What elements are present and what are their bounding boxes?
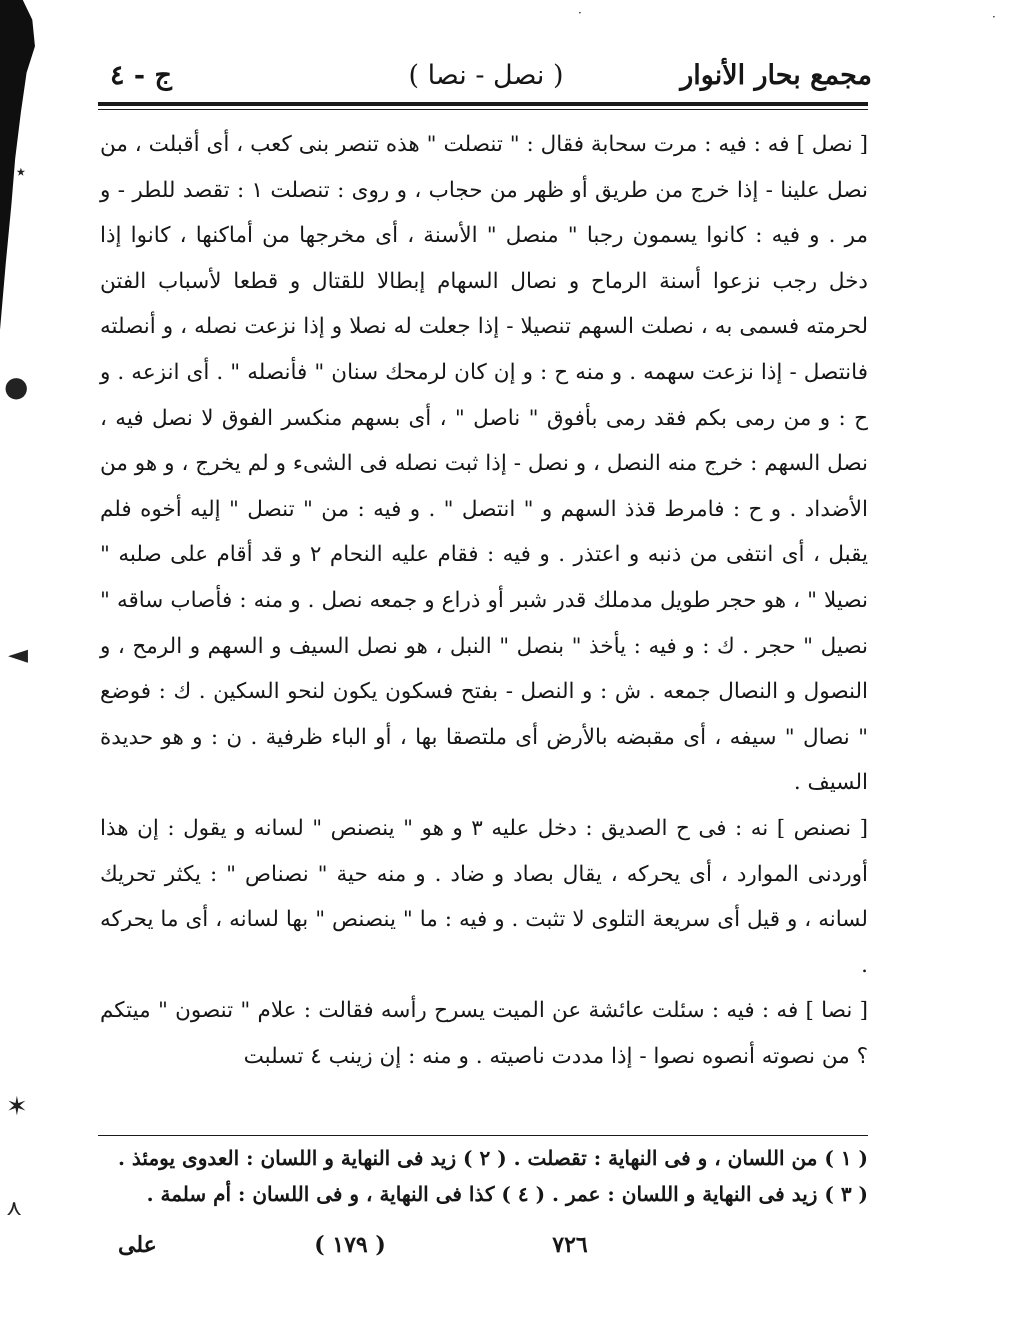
margin-mark: ⋆ <box>14 160 28 185</box>
margin-mark: · <box>578 6 582 20</box>
margin-mark: ⋏ <box>6 1196 23 1221</box>
footnote-line: ( ١ ) من اللسان ، و فى النهاية : تقصلت . ( ٢ ) زيد فى النهاية و اللسان : العدوى يومئذ . <box>118 1146 868 1170</box>
page-number: ٧٢٦ <box>552 1232 588 1258</box>
book-title: مجمع بحار الأنوار <box>680 60 872 91</box>
margin-mark: ● <box>4 370 29 403</box>
footnotes <box>100 1140 868 1212</box>
catchword: على <box>118 1232 157 1258</box>
margin-mark: ✶ <box>6 1092 28 1122</box>
footnote-line: ( ٣ ) زيد فى النهاية و اللسان : عمر . ( ٤ ) كذا فى النهاية ، و فى اللسان : أم سلمة . <box>146 1182 868 1206</box>
margin-mark: ◄ <box>8 640 28 670</box>
main-text <box>100 122 868 1079</box>
header-rule <box>98 102 868 106</box>
volume-number: ج - ٤ <box>110 60 172 91</box>
entry-nasnas: [ نصنص ] نه : فى ح الصديق : دخل عليه ٣ و هو " ينصنص " لسانه و يقول : إن هذا أوردنى الموارد ، أى يحركه ، يقال بصاد و ضاد . و منه حية " نصناص " : يكثر تحريك لسانه ، و قيل أى سريعة التلوى لا تثبت . و فيه : ما " ينصنص " بها لسانه ، أى ما يحركه . <box>100 815 868 978</box>
entry-nasl: [ نصل ] فه : فيه : مرت سحابة فقال : " تنصلت " هذه تنصر بنى كعب ، أى أقبلت ، من نصل علينا - إذا خرج من طريق أو ظهر من حجاب ، و روى : تنصلت ١ : تقصد للطر - و مر . و فيه : كانوا يسمون رجبا " منصل " الأسنة ، أى مخرجها من أماكنها ، كانوا إذا دخل رجب نزعوا أسنة الرماح و نصال السهام إبطالا للقتال و قطعا لأسباب الفتن لحرمته فسمى به ، نصلت السهم تنصيلا - إذا جعلت له نصلا و إذا نزعت نصله ، و أنصلته فانتصل - إذا نزعت سهمه . و منه ح : و إن كان لرمحك سنان " فأنصله " . أى انزعه . و ح : و من رمى بكم فقد رمى بأفوق " ناصل " ، أى بسهم منكسر الفوق لا نصل فيه ، نصل السهم : خرج منه النصل ، و نصل - إذا ثبت نصله فى الشىء و لم يخرج ، و هو من الأضداد . و ح : فامرط قذذ السهم و " انتصل " . و فيه : من " تنصل " إليه أخوه فلم يقبل ، أى انتفى من ذنبه و اعتذر . و فيه : فقام عليه النحام ٢ و قد أقام على صلبه " نصيلا " ، هو حجر طويل مدملك قدر شبر أو ذراع و جمعه نصل . و منه : فأصاب ساقه " نصيل " حجر . ك : و فيه : يأخذ " بنصل " النبل ، هو نصل السيف و السهم و الرمح ، و النصول و النصال جمعه . ش : و النصل - بفتح فسكون يكون لنحو السكين . ك : فوضع " نصال " سيفه ، أى مقبضه بالأرض أى ملتصقا بها ، أو الباء ظرفية . ن : و هو حديدة السيف . <box>100 132 868 796</box>
margin-mark: · <box>992 10 996 24</box>
running-header <box>100 56 872 100</box>
signature-mark: ( ١٧٩ ) <box>314 1232 386 1258</box>
footnote-rule <box>98 1135 868 1136</box>
entry-range: ( نصل - نصا ) <box>408 60 564 91</box>
entry-nasa: [ نصا ] فه : فيه : سئلت عائشة عن الميت يسرح رأسه فقالت : علام " تنصون " ميتكم ؟ من نصوته أنصوه نصوا - إذا مددت ناصيته . و منه : إن زينب ٤ تسلبت <box>100 998 868 1069</box>
header-rule-thin <box>98 109 868 110</box>
page-footer <box>100 1232 868 1268</box>
